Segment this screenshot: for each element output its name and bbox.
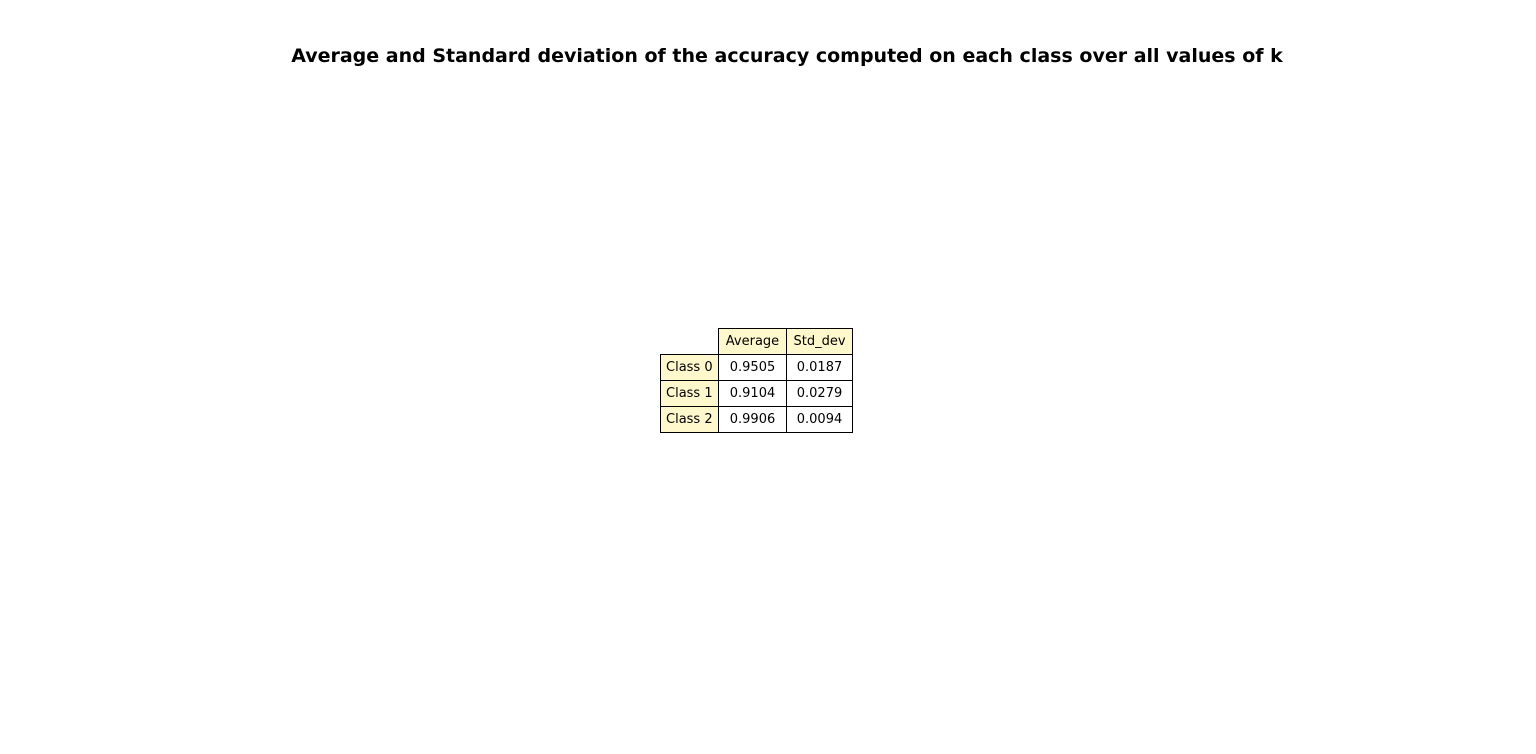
table-cell-average: 0.9906 [719,407,787,433]
table-cell-std-dev: 0.0187 [787,355,853,381]
stats-table-container [660,328,853,433]
row-label: Class 0 [661,355,719,381]
column-header-average: Average [719,329,787,355]
table-row [661,407,853,433]
row-label: Class 1 [661,381,719,407]
table-cell-std-dev: 0.0094 [787,407,853,433]
table-row [661,381,853,407]
chart-title: Average and Standard deviation of the accuracy computed on each class over all values of k [291,45,1283,67]
table-cell-average: 0.9505 [719,355,787,381]
column-header-std-dev: Std_dev [787,329,853,355]
table-row [661,355,853,381]
row-label: Class 2 [661,407,719,433]
table-cell-average: 0.9104 [719,381,787,407]
table-corner-cell [661,329,719,355]
stats-table [660,328,853,433]
table-header-row [661,329,853,355]
table-cell-std-dev: 0.0279 [787,381,853,407]
